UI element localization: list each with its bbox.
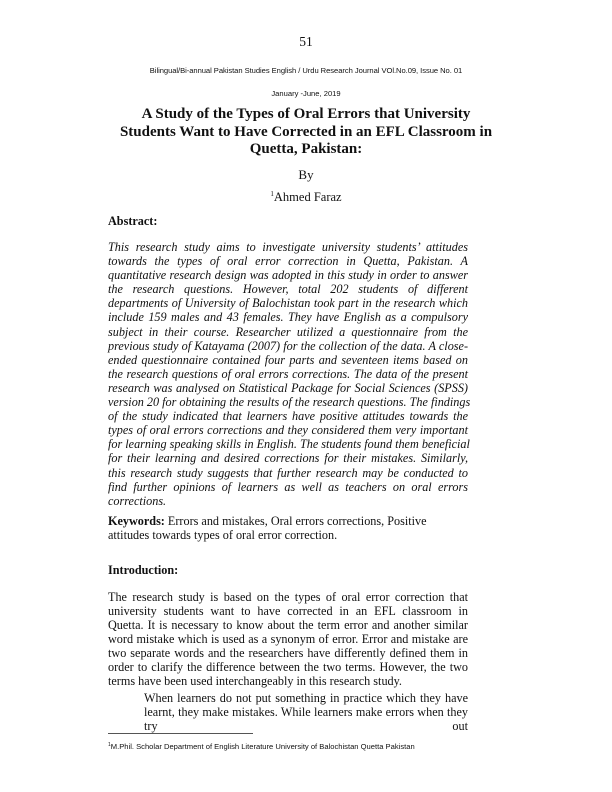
- abstract-line: the research questions. However, total 202 students of different: [108, 282, 468, 297]
- title-line: Quetta, Pakistan:: [249, 141, 363, 157]
- page-number: 51: [299, 34, 313, 49]
- abstract-line: quantitative research design was adopted in this study in order to answer: [108, 268, 468, 283]
- keywords-text: Errors and mistakes, Oral errors corrections, Positive attitudes towards types of oral error correction.: [108, 514, 427, 542]
- journal-date: January -June, 2019: [271, 89, 341, 98]
- footnote: [108, 739, 468, 753]
- footnote-text: M.Phil. Scholar Department of English Literature University of Balochistan Quetta Pakistan: [110, 742, 415, 751]
- abstract-line: previous study of Katayama (2007) for the collection of the data. A close-: [108, 338, 468, 353]
- abstract-line: towards the types of oral error correction in Quetta, Pakistan. A: [108, 254, 468, 269]
- abstract-line: find further opinions of learners as well as teachers on oral errors: [108, 479, 468, 494]
- title-line: Students Want to Have Corrected in an EFL Classroom in: [119, 123, 493, 140]
- author-footnote-marker: 1: [270, 190, 274, 198]
- footnote-marker: 1: [108, 742, 111, 748]
- byline: By: [298, 167, 314, 182]
- abstract-line: for learning speaking skills in English. The students found them beneficial: [108, 437, 470, 452]
- footnote-divider: [108, 733, 253, 734]
- journal-name: Bilingual/Bi-annual Pakistan Studies English / Urdu Research Journal VOl.No.09, Issue No. 01: [149, 66, 463, 75]
- keywords-label: Keywords:: [108, 514, 165, 528]
- abstract-line: the research questions of oral errors corrections. The data of the present: [108, 366, 468, 381]
- abstract-line: ended questionnaire contained four parts and seventeen items based on: [108, 352, 468, 367]
- abstract-heading: Abstract:: [108, 214, 158, 228]
- abstract-line: of the study indicated that learners have positive attitudes towards the: [108, 409, 468, 424]
- abstract-line: include 159 males and 43 females. They have English as a compulsory: [108, 310, 468, 325]
- abstract-body: [108, 240, 471, 508]
- abstract-line: types of oral errors corrections and they considered them very important: [108, 423, 468, 438]
- introduction-heading: Introduction:: [108, 563, 179, 577]
- keywords: [108, 514, 468, 542]
- abstract-line: corrections.: [108, 493, 167, 508]
- abstract-line: version 20 for obtaining the results of the research questions. The findings: [108, 395, 471, 410]
- abstract-line: subject in their course. Researcher utilized a questionnaire from the: [108, 324, 468, 339]
- author-text: Ahmed Faraz: [273, 190, 342, 204]
- article-title: [0, 106, 612, 159]
- title-line: A Study of the Types of Oral Errors that University: [141, 106, 471, 122]
- abstract-line: research was analysed on Statistical Package for Social Sciences (SPSS): [108, 380, 468, 395]
- introduction-paragraph: The research study is based on the types of oral error correction that university students want to have corrected in an EFL classroom in Quetta. It is necessary to know about the term error and another similar word mistake which is used as a synonym of error. Error and mistake are two separate words and the researchers have differently defined them in order to clarify the difference between the two terms. However, the two terms have been used interchangeably in this research study.: [108, 590, 468, 688]
- abstract-line: departments of University of Balochistan took part in the research which: [108, 296, 468, 311]
- abstract-line: for their learning and desired corrections for their mistakes. Similarly,: [108, 451, 468, 466]
- abstract-line: This research study aims to investigate university students’ attitudes: [108, 240, 468, 254]
- abstract-line: this research study suggests that further research may be conducted to: [108, 465, 468, 480]
- introduction-paragraph: When learners do not put something in practice which they have learnt, they make mistakes. While learners make errors when they try out: [144, 691, 468, 733]
- author-name: [0, 190, 612, 205]
